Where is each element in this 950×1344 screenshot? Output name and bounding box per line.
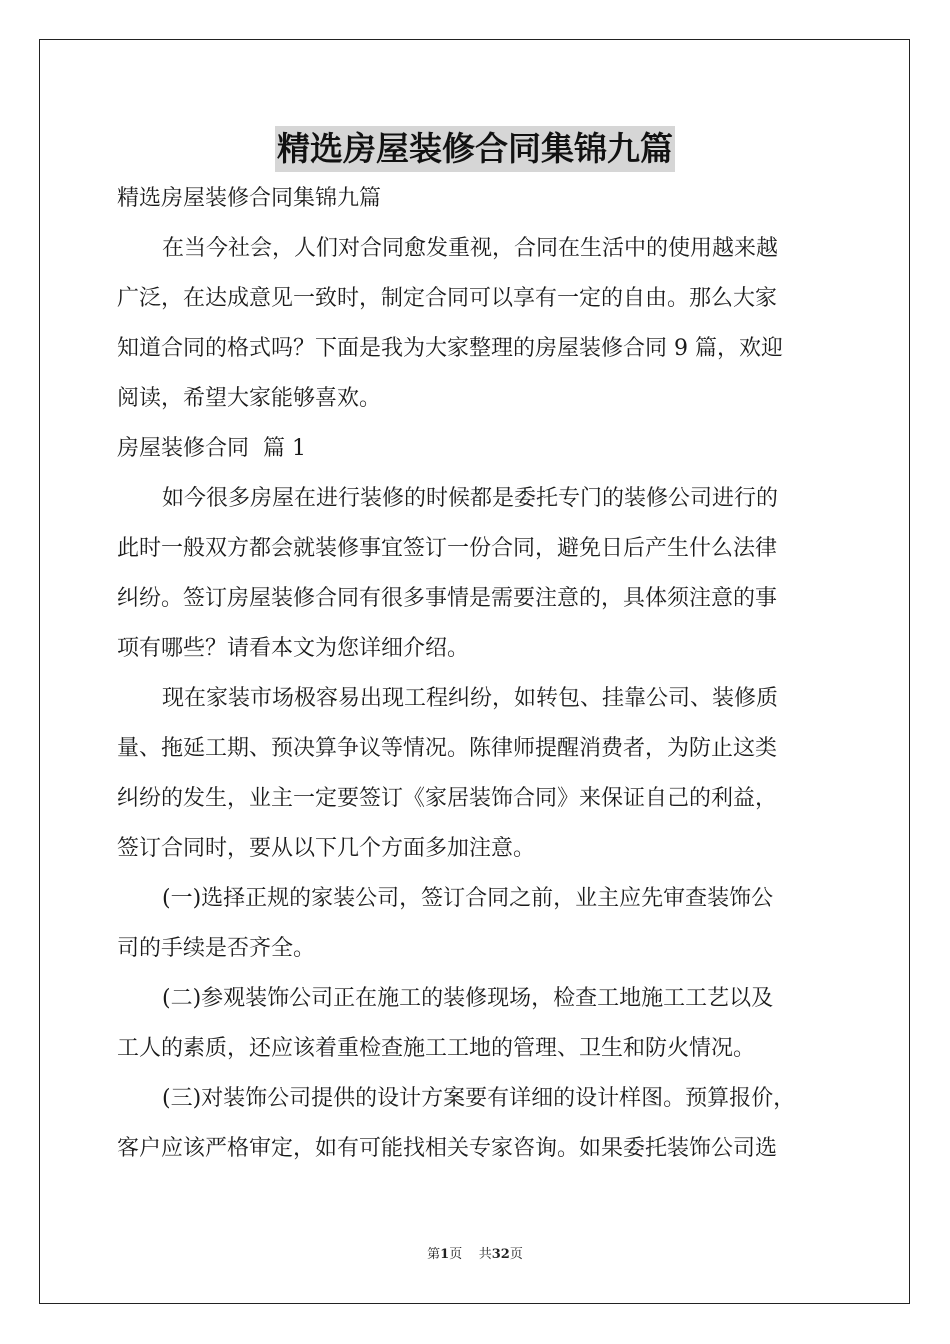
paragraph-line: 纠纷。签订房屋装修合同有很多事情是需要注意的，具体须注意的事: [117, 586, 778, 611]
list-item-line: (一)选择正规的家装公司，签订合同之前，业主应先审查装饰公: [162, 886, 774, 911]
paragraph-line: 阅读，希望大家能够喜欢。: [117, 386, 382, 411]
paragraph-line: 知道合同的格式吗？下面是我为大家整理的房屋装修合同 9 篇，欢迎: [117, 336, 783, 361]
section-heading: 房屋装修合同 篇 1: [117, 436, 306, 461]
footer-total-pages: 32: [491, 1247, 510, 1262]
page-footer: [0, 1245, 950, 1265]
paragraph-line: 项有哪些？请看本文为您详细介绍。: [117, 636, 470, 661]
list-item-line: (三)对装饰公司提供的设计方案要有详细的设计样图。预算报价，: [162, 1086, 796, 1111]
paragraph-line: 如今很多房屋在进行装修的时候都是委托专门的装修公司进行的: [162, 486, 779, 511]
list-item-line: 司的手续是否齐全。: [117, 936, 316, 961]
paragraph-line: 签订合同时，要从以下几个方面多加注意。: [117, 836, 536, 861]
list-item-line: 工人的素质，还应该着重检查施工工地的管理、卫生和防火情况。: [117, 1036, 756, 1061]
paragraph-line: 此时一般双方都会就装修事宜签订一份合同，避免日后产生什么法律: [117, 536, 778, 561]
subtitle-line: 精选房屋装修合同集锦九篇: [117, 186, 382, 211]
paragraph-line: 在当今社会，人们对合同愈发重视，合同在生活中的使用越来越: [162, 236, 779, 261]
title-container: [0, 126, 950, 172]
footer-prefix: 第: [427, 1247, 441, 1262]
paragraph-line: 量、拖延工期、预决算争议等情况。陈律师提醒消费者，为防止这类: [117, 736, 778, 761]
list-item-line: 客户应该严格审定，如有可能找相关专家咨询。如果委托装饰公司选: [117, 1136, 778, 1161]
paragraph-line: 现在家装市场极容易出现工程纠纷，如转包、挂靠公司、装修质: [162, 686, 779, 711]
list-item-line: (二)参观装饰公司正在施工的装修现场，检查工地施工工艺以及: [162, 986, 774, 1011]
footer-suffix: 页: [509, 1247, 523, 1262]
footer-page-number: 1: [440, 1247, 450, 1262]
paragraph-line: 纠纷的发生，业主一定要签订《家居装饰合同》来保证自己的利益，: [117, 786, 778, 811]
document-title: 精选房屋装修合同集锦九篇: [275, 126, 675, 172]
footer-mid: 页 共: [449, 1247, 492, 1262]
paragraph-line: 广泛，在达成意见一致时，制定合同可以享有一定的自由。那么大家: [117, 286, 778, 311]
